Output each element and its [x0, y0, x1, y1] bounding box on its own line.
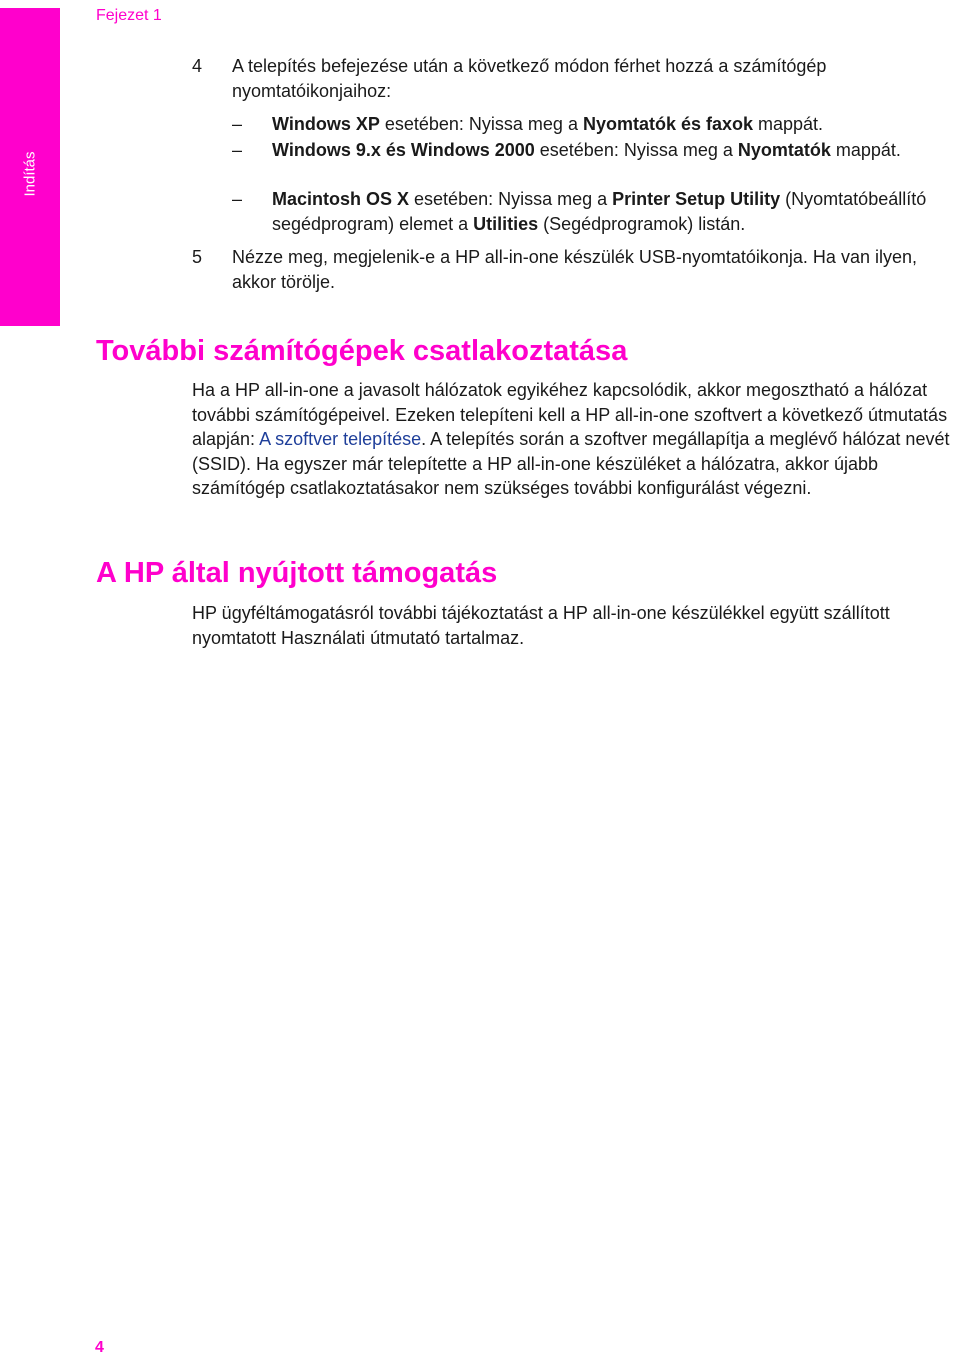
- step-text: A telepítés befejezése után a következő módon férhet hozzá a számítógép nyomtatóikonjaihoz:: [232, 56, 827, 101]
- bold-term: Printer Setup Utility: [612, 189, 781, 209]
- section-heading-hp-support: A HP által nyújtott támogatás: [96, 557, 498, 589]
- bold-term: Windows XP: [272, 114, 380, 134]
- dash-bullet: –: [232, 140, 243, 160]
- bold-term: Nyomtatók és faxok: [582, 114, 754, 134]
- text-run: Ha a HP all-in-one a javasolt hálózatok egyikéhez kapcsolódik, akkor megosztható a hálózat további számítógépeivel. Ezeken telepíteni kell a HP all-in-one szoftvert a következő útmutatás alapján:: [192, 380, 948, 449]
- bold-term: Utilities: [473, 213, 539, 234]
- text-run: esetében: Nyissa meg a: [409, 189, 613, 209]
- step-5: [192, 245, 952, 294]
- step-number: 4: [192, 56, 203, 76]
- step-text: Nézze meg, megjelenik-e a HP all-in-one készülék USB-nyomtatóikonja. Ha van ilyen, akkor törölje.: [232, 247, 917, 292]
- dash-bullet: –: [232, 114, 243, 134]
- section-paragraph: [192, 378, 952, 501]
- software-install-link[interactable]: A szoftver telepítése: [259, 429, 422, 449]
- list-item-windows-9x: [232, 138, 957, 163]
- bold-term: Nyomtatók: [737, 140, 831, 160]
- text-run: esetében: Nyissa meg a: [379, 114, 583, 134]
- text-run: . A telepítés során a szoftver megállapítja a meglévő hálózat nevét (SSID). Ha egyszer már telepítette a HP all-in-one készüléket a hálózatra, akkor újabb számítógép csatlakoztatásakor nem szükséges további konfigurálást végezni.: [192, 429, 950, 498]
- page-number: 4: [95, 1339, 104, 1356]
- chapter-label: Fejezet 1: [96, 7, 162, 24]
- section-heading-connect-computers: További számítógépek csatlakoztatása: [96, 335, 628, 367]
- text-run: mappát.: [830, 140, 901, 160]
- text-run: (Segédprogramok) listán.: [538, 213, 746, 234]
- step-number: 5: [192, 247, 203, 267]
- section-paragraph: HP ügyféltámogatásról további tájékoztatást a HP all-in-one készülékkel együtt szállított nyomtatott Használati útmutató tartalmaz.: [192, 603, 890, 648]
- list-item-windows-xp: [232, 112, 957, 137]
- side-tab-label: Indítás: [21, 151, 39, 197]
- list-item-text: [272, 112, 957, 137]
- side-tab: [0, 8, 60, 326]
- bold-term: Windows 9.x: [272, 140, 381, 160]
- list-item-text: [272, 138, 957, 163]
- bold-term: és: [380, 140, 411, 160]
- text-run: (Nyomtatóbeállító segédprogram) elemet a: [272, 189, 927, 234]
- list-item-text: [272, 187, 957, 236]
- bold-term: Windows 2000: [410, 140, 535, 160]
- bold-term: Macintosh OS X: [272, 189, 410, 209]
- text-run: esetében: Nyissa meg a: [534, 140, 738, 160]
- list-item-macintosh: [232, 187, 957, 236]
- text-run: mappát.: [753, 114, 824, 134]
- dash-bullet: –: [232, 189, 243, 209]
- step-4: [192, 54, 952, 103]
